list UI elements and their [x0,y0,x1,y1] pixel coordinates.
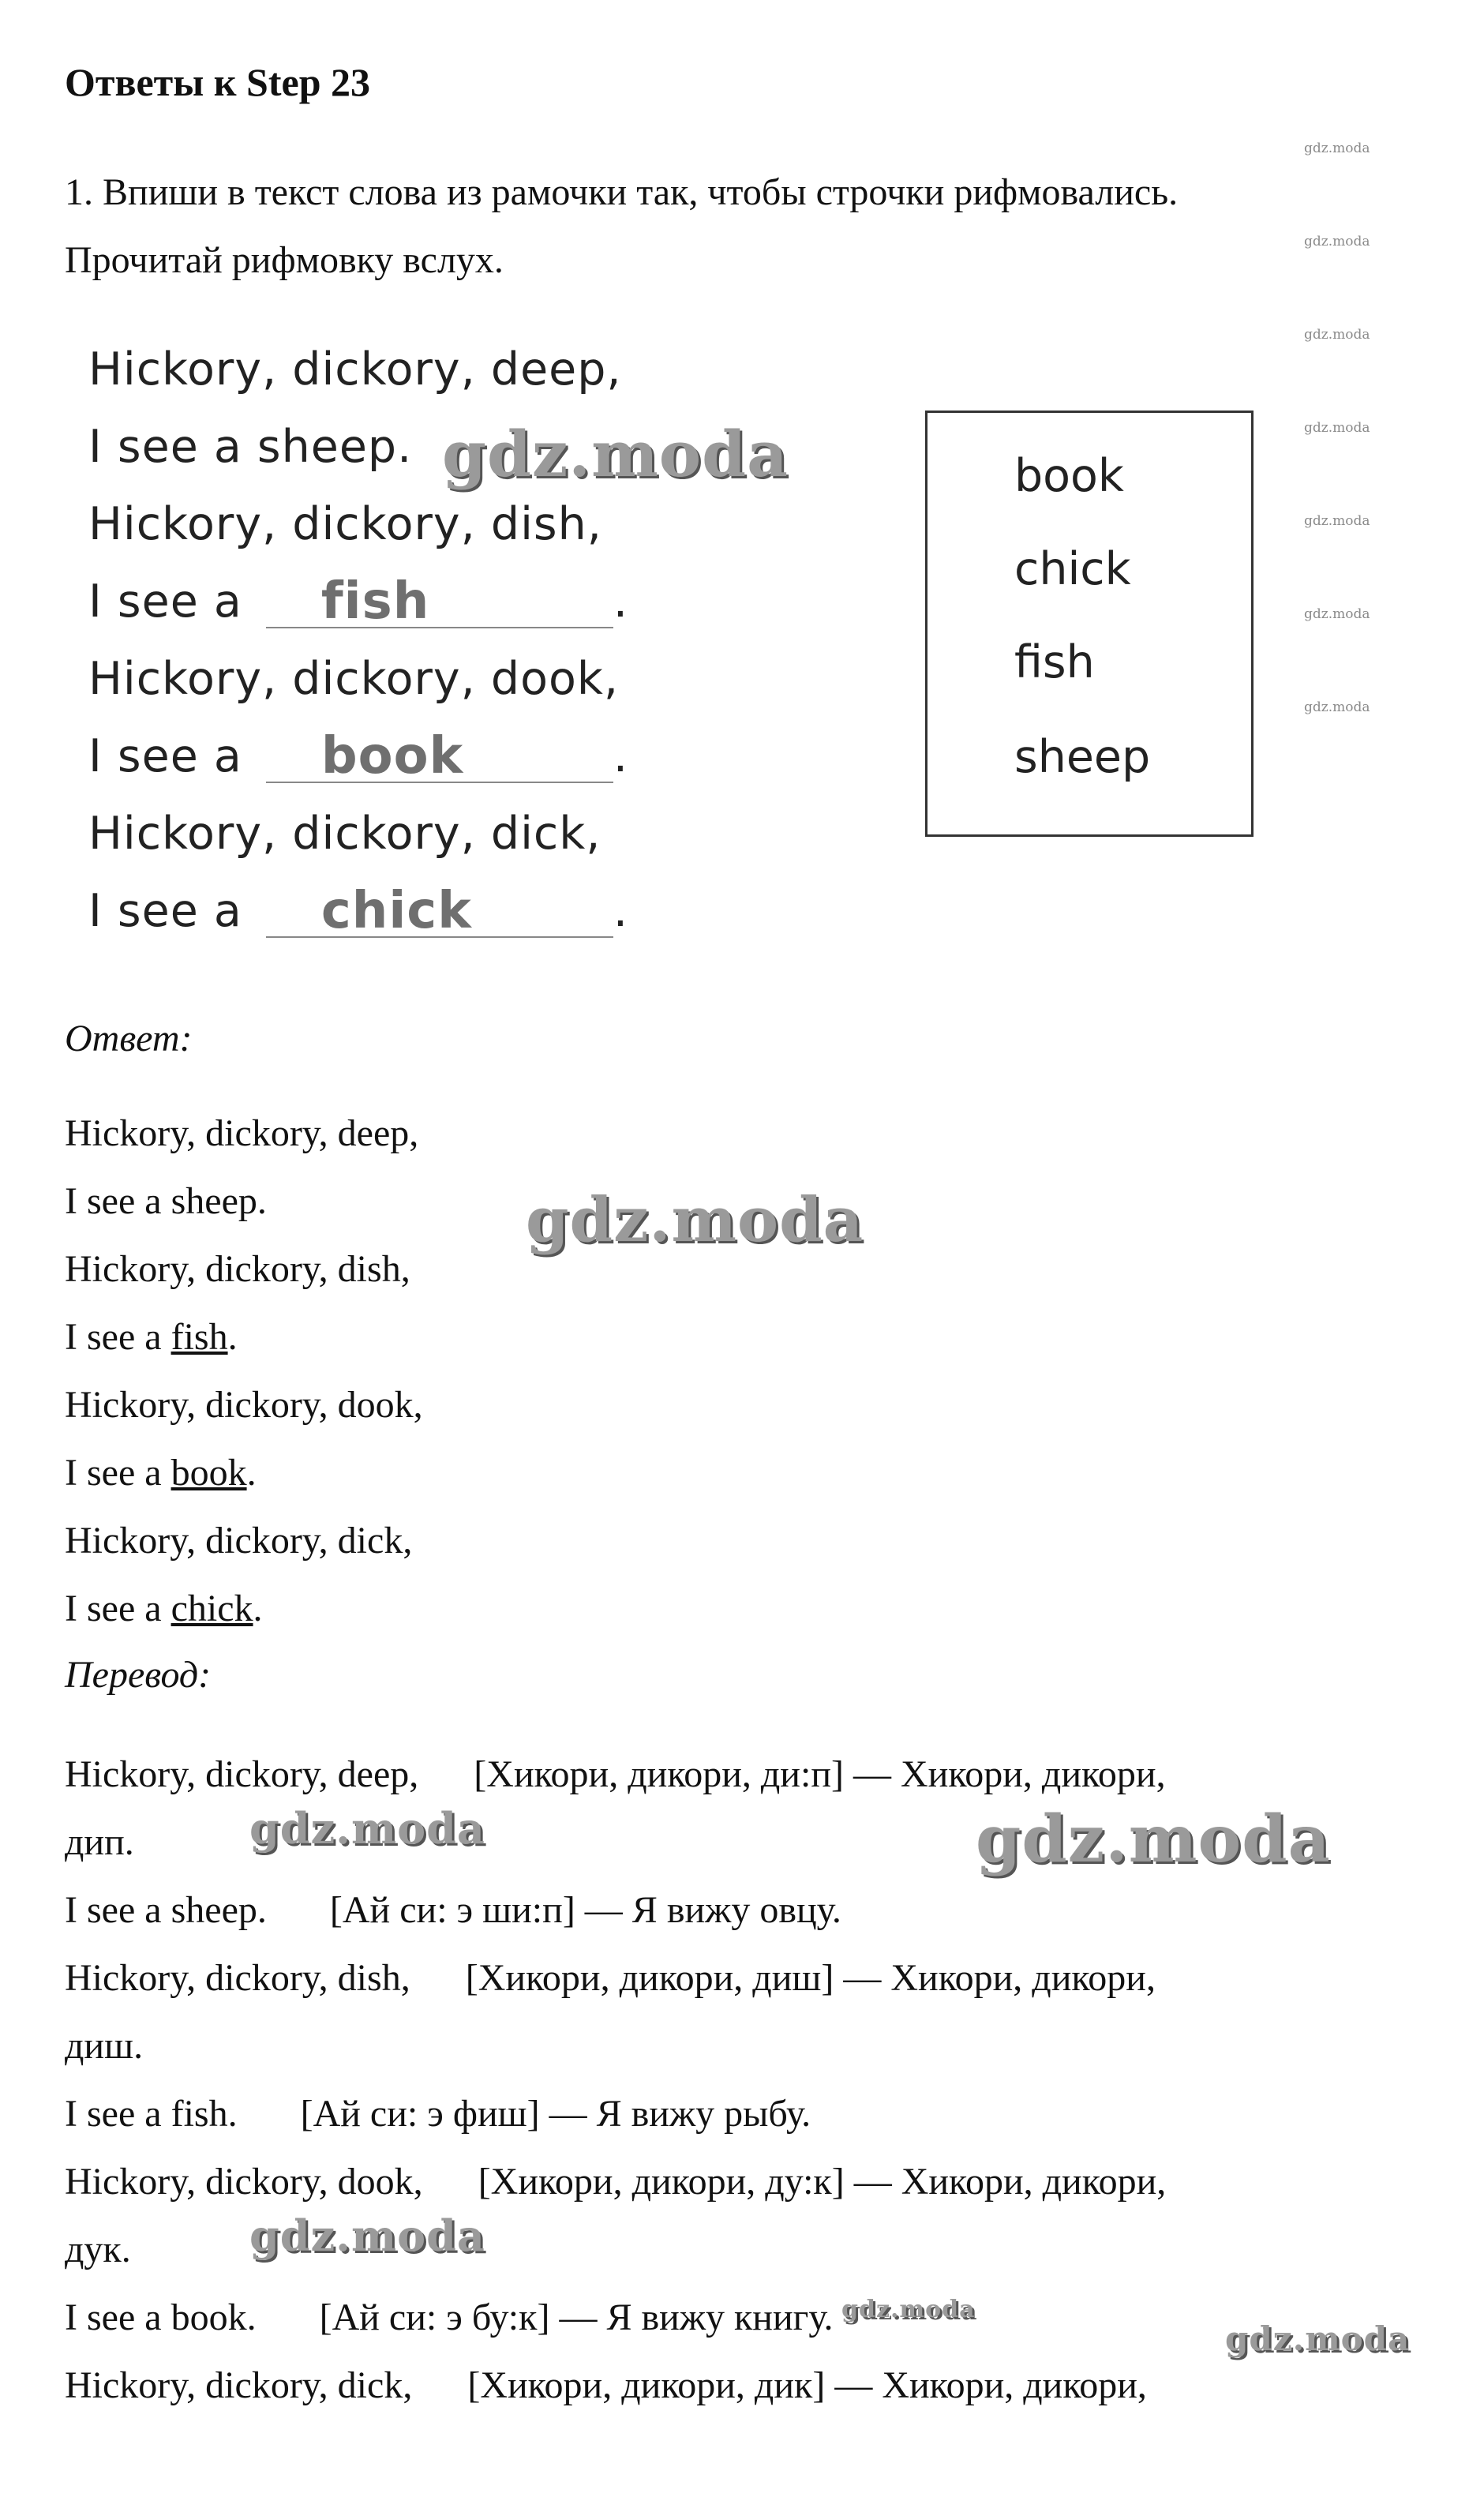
answer-period: . [227,1316,238,1358]
translation-english: Hickory, dickory, dish, [65,1957,410,1999]
translation-continuation: дип. [65,1821,134,1863]
translation-row [65,1751,1166,1798]
translation-row [65,2158,1166,2206]
watermark-small: gdz.moda [1304,234,1370,249]
watermark: gdz.moda [526,1184,864,1256]
watermark-small: gdz.moda [1304,420,1370,436]
box-word: fish [1014,636,1095,688]
box-word: sheep [1014,731,1151,783]
translation-english: Hickory, dickory, dook, [65,2161,423,2203]
translation-row [65,1955,1156,2002]
filled-word: chick [320,882,472,940]
translation-row [65,2090,811,2138]
watermark-small: gdz.moda [1304,141,1370,156]
answer-blank [266,570,613,633]
translation-english: I see a fish. [65,2093,238,2135]
watermark-small: gdz.moda [1304,606,1370,622]
watermark: gdz.moda [1225,2319,1411,2358]
box-word: book [1014,450,1124,502]
underlined-word: fish [171,1316,228,1358]
translation-russian: [Хикори, дикори, ди:п] — Хикори, дикори, [474,1753,1166,1795]
watermark: gdz.moda [249,1803,485,1854]
underlined-word: book [171,1452,247,1494]
blank-prefix: I see a [88,885,242,937]
answer-blank [266,879,613,943]
exercise-line: Hickory, dickory, dook, [88,653,619,705]
translation-russian: [Хикори, дикори, дик] — Хикори, дикори, [467,2364,1147,2406]
answer-label: Ответ: [65,1018,193,1059]
answer-line: Hickory, dickory, dish, [65,1248,410,1290]
exercise-line: Hickory, dickory, dish, [88,498,602,550]
translation-continuation: дук. [65,2229,131,2270]
watermark-small: gdz.moda [1304,513,1370,529]
translation-russian: [Хикори, дикори, ду:к] — Хикори, дикори, [478,2161,1167,2203]
answer-prefix: I see a [65,1452,171,1494]
answer-blank [266,725,613,788]
watermark: gdz.moda [442,417,789,491]
blank-period: . [613,730,628,782]
answer-period: . [246,1452,257,1494]
blank-prefix: I see a [88,730,242,782]
translation-english: I see a sheep. [65,1889,267,1931]
watermark-small: gdz.moda [1304,327,1370,343]
answer-line: Hickory, dickory, dick, [65,1520,413,1562]
exercise-blank-line [88,725,628,788]
translation-russian: [Ай си: э фиш] — Я вижу рыбу. [300,2093,811,2135]
answer-line: Hickory, dickory, deep, [65,1112,419,1154]
box-word: chick [1014,543,1131,595]
underlined-word: chick [171,1588,253,1629]
translation-row [65,2362,1147,2409]
watermark-small: gdz.moda [1304,699,1370,715]
word-box [925,411,1254,837]
translation-row [65,2294,834,2341]
translation-english: Hickory, dickory, dick, [65,2364,413,2406]
blank-period: . [613,885,628,937]
translation-english: Hickory, dickory, deep, [65,1753,419,1795]
blank-prefix: I see a [88,576,242,628]
translation-continuation: диш. [65,2025,144,2067]
answer-period: . [253,1588,263,1629]
answer-line-filled [65,1314,238,1361]
task-instruction-line-2: Прочитай рифмовку вслух. [65,239,504,281]
exercise-line: Hickory, dickory, dick, [88,808,601,860]
answer-prefix: I see a [65,1588,171,1629]
watermark: gdz.moda [249,2210,485,2261]
task-instruction-line-1: 1. Впиши в текст слова из рамочки так, чтобы строчки рифмовались. [65,171,1179,213]
watermark: gdz.moda [976,1802,1331,1877]
answer-prefix: I see a [65,1316,171,1358]
translation-english: I see a book. [65,2296,257,2338]
page-title: Ответы к Step 23 [65,60,371,104]
filled-word: book [320,727,464,785]
translation-label: Перевод: [65,1654,212,1696]
blank-period: . [613,576,628,628]
translation-russian: [Ай си: э бу:к] — Я вижу книгу. [319,2296,834,2338]
translation-row [65,1887,841,1934]
answer-line-filled [65,1449,257,1497]
translation-russian: [Хикори, дикори, диш] — Хикори, дикори, [465,1957,1156,1999]
exercise-line: I see a sheep. [88,421,413,473]
translation-russian: [Ай си: э ши:п] — Я вижу овцу. [329,1889,841,1931]
exercise-line: Hickory, dickory, deep, [88,343,622,396]
watermark: gdz.moda [841,2296,976,2323]
filled-word: fish [320,572,430,631]
answer-line: I see a sheep. [65,1180,267,1222]
exercise-blank-line [88,879,628,943]
answer-line: Hickory, dickory, dook, [65,1384,423,1426]
exercise-blank-line [88,570,628,633]
answer-line-filled [65,1585,263,1633]
